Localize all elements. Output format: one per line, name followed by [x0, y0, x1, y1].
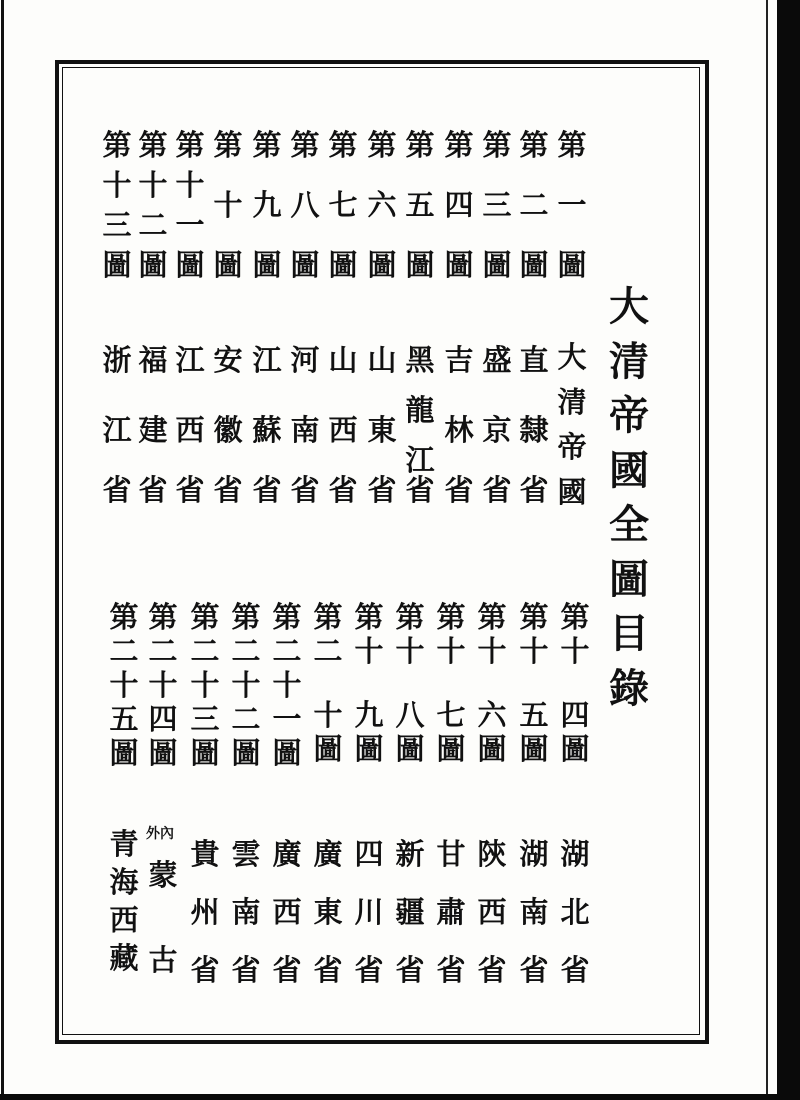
char: 甘 — [436, 837, 466, 871]
char: 省 — [519, 953, 549, 987]
char: 二 — [109, 634, 139, 668]
title-char: 國 — [609, 446, 649, 494]
char: 五 — [109, 702, 139, 736]
char — [250, 165, 284, 185]
char: 十 — [436, 634, 466, 668]
entry-label — [558, 825, 592, 999]
char: 二 — [519, 188, 549, 222]
char: 西 — [272, 895, 302, 929]
char: 四 — [560, 698, 590, 732]
char: 州 — [190, 895, 220, 929]
char: 十 — [272, 668, 302, 702]
title-char: 帝 — [609, 392, 649, 439]
char: 三 — [102, 208, 132, 242]
char: 第 — [367, 128, 397, 162]
char: 十 — [190, 668, 220, 702]
char: 省 — [560, 953, 590, 987]
char: 青 — [109, 827, 139, 861]
char: 廣 — [272, 837, 302, 871]
char: 省 — [436, 953, 466, 987]
char: 九 — [354, 698, 384, 732]
entry-label — [442, 335, 476, 455]
title-char: 目 — [609, 610, 649, 657]
entry-number — [517, 600, 551, 766]
char: 第 — [477, 600, 507, 634]
char — [555, 165, 589, 185]
char: 圖 — [436, 732, 466, 766]
entry-annotation: 外內 — [146, 826, 174, 842]
page-left-edge — [1, 0, 4, 1100]
char: 七 — [328, 188, 358, 222]
char: 海 — [109, 865, 139, 899]
char: 省 — [477, 953, 507, 987]
char: 大 — [557, 340, 587, 374]
title-char: 大 — [609, 283, 649, 330]
char: 山 — [328, 343, 358, 377]
char: 第 — [148, 600, 178, 634]
char: 省 — [405, 473, 435, 507]
entry-label — [365, 335, 399, 455]
entry-number — [517, 125, 551, 285]
char: 二 — [272, 634, 302, 668]
entry-suffix — [211, 470, 245, 510]
char: 省 — [482, 473, 512, 507]
char: 省 — [313, 953, 343, 987]
char: 圖 — [395, 732, 425, 766]
char: 東 — [367, 413, 397, 447]
char: 一 — [272, 702, 302, 736]
char: 第 — [231, 600, 261, 634]
char: 第 — [102, 128, 132, 162]
char: 省 — [290, 473, 320, 507]
char: 西 — [109, 903, 139, 937]
entry-number — [475, 600, 509, 766]
char: 江 — [252, 343, 282, 377]
entry-label — [326, 335, 360, 455]
char: 省 — [190, 953, 220, 987]
char: 南 — [519, 895, 549, 929]
char: 圖 — [560, 732, 590, 766]
entry-label — [146, 855, 180, 980]
entry-number — [100, 125, 134, 285]
char: 貴 — [190, 837, 220, 871]
char: 盛 — [482, 343, 512, 377]
char: 省 — [213, 473, 243, 507]
entry-label — [173, 335, 207, 455]
entry-label — [475, 825, 509, 999]
char: 第 — [395, 600, 425, 634]
char: 第 — [252, 128, 282, 162]
char: 第 — [175, 128, 205, 162]
char — [480, 165, 514, 185]
entry-label — [403, 335, 437, 485]
entry-number — [146, 600, 180, 770]
title-char: 全 — [609, 501, 649, 548]
char: 第 — [313, 600, 343, 634]
char: 三 — [190, 702, 220, 736]
char: 第 — [405, 128, 435, 162]
entry-label — [229, 825, 263, 999]
char: 十 — [109, 668, 139, 702]
char: 廣 — [313, 837, 343, 871]
char: 北 — [560, 895, 590, 929]
entry-number — [442, 125, 476, 285]
char: 圖 — [519, 732, 549, 766]
char: 江 — [405, 443, 435, 477]
entry-number — [403, 125, 437, 285]
char — [442, 165, 476, 185]
entry-number — [558, 600, 592, 766]
char: 南 — [290, 413, 320, 447]
char: 省 — [138, 473, 168, 507]
char: 二 — [148, 634, 178, 668]
char: 圖 — [138, 248, 168, 282]
char: 第 — [190, 600, 220, 634]
char: 三 — [482, 188, 512, 222]
char: 浙 — [102, 343, 132, 377]
entry-label — [211, 335, 245, 455]
entry-number — [188, 600, 222, 770]
entry-label — [100, 335, 134, 455]
char: 二 — [190, 634, 220, 668]
char: 省 — [519, 473, 549, 507]
char — [146, 895, 180, 940]
char: 安 — [213, 343, 243, 377]
char: 古 — [148, 943, 178, 977]
char: 省 — [354, 953, 384, 987]
char: 十 — [175, 168, 205, 202]
char: 吉 — [444, 343, 474, 377]
char: 圖 — [109, 736, 139, 770]
entry-number — [173, 125, 207, 285]
char: 圖 — [313, 732, 343, 766]
char: 雲 — [231, 837, 261, 871]
char: 湖 — [519, 837, 549, 871]
char: 圖 — [231, 736, 261, 770]
char: 圖 — [519, 248, 549, 282]
char: 十 — [519, 634, 549, 668]
entry-number — [250, 125, 284, 285]
page-gutter-line — [766, 0, 768, 1100]
entry-number — [352, 600, 386, 766]
char: 十 — [102, 168, 132, 202]
char: 第 — [560, 600, 590, 634]
char: 藏 — [109, 941, 139, 975]
char: 七 — [436, 698, 466, 732]
char: 西 — [477, 895, 507, 929]
char: 十 — [477, 634, 507, 668]
char — [365, 165, 399, 185]
char: 四 — [354, 837, 384, 871]
char: 十 — [231, 668, 261, 702]
char: 圖 — [328, 248, 358, 282]
entry-number — [229, 600, 263, 770]
char: 十 — [138, 168, 168, 202]
char: 第 — [444, 128, 474, 162]
char: 蒙 — [148, 858, 178, 892]
char: 第 — [557, 128, 587, 162]
char: 八 — [395, 698, 425, 732]
char: 第 — [482, 128, 512, 162]
entry-number — [480, 125, 514, 285]
entry-label — [107, 825, 141, 977]
entry-label — [555, 335, 589, 515]
char: 南 — [231, 895, 261, 929]
entry-number — [393, 600, 427, 766]
char: 五 — [405, 188, 435, 222]
char: 省 — [367, 473, 397, 507]
char: 西 — [175, 413, 205, 447]
char: 西 — [328, 413, 358, 447]
entry-suffix — [442, 470, 476, 510]
char: 圖 — [444, 248, 474, 282]
entry-suffix — [288, 470, 322, 510]
char: 陝 — [477, 837, 507, 871]
char: 一 — [557, 188, 587, 222]
page-right-edge — [777, 0, 800, 1100]
char: 國 — [557, 475, 587, 509]
char: 東 — [313, 895, 343, 929]
char: 二 — [313, 634, 343, 668]
entry-label — [136, 335, 170, 455]
char: 二 — [231, 634, 261, 668]
char: 六 — [477, 698, 507, 732]
char: 江 — [175, 343, 205, 377]
char: 第 — [109, 600, 139, 634]
char: 湖 — [560, 837, 590, 871]
char: 圖 — [252, 248, 282, 282]
char: 徽 — [213, 413, 243, 447]
entry-suffix — [365, 470, 399, 510]
entry-suffix — [326, 470, 360, 510]
entry-label — [311, 825, 345, 999]
char: 十 — [560, 634, 590, 668]
char: 龍 — [405, 393, 435, 427]
char: 圖 — [557, 248, 587, 282]
char: 河 — [290, 343, 320, 377]
page-bottom-edge — [0, 1094, 800, 1100]
char: 圖 — [272, 736, 302, 770]
char: 圖 — [482, 248, 512, 282]
entry-suffix — [517, 470, 551, 510]
entry-number — [270, 600, 304, 770]
char: 省 — [102, 473, 132, 507]
char: 省 — [444, 473, 474, 507]
char: 川 — [354, 895, 384, 929]
entry-number — [326, 125, 360, 285]
char: 十 — [213, 188, 243, 222]
char: 圖 — [175, 248, 205, 282]
entry-label — [393, 825, 427, 999]
entry-suffix — [100, 470, 134, 510]
char: 隸 — [519, 413, 549, 447]
char: 四 — [444, 188, 474, 222]
entry-suffix — [403, 470, 437, 510]
char: 福 — [138, 343, 168, 377]
entry-number — [555, 125, 589, 285]
title-char: 錄 — [609, 664, 649, 712]
char: 第 — [328, 128, 358, 162]
char: 山 — [367, 343, 397, 377]
char: 圖 — [477, 732, 507, 766]
char: 十 — [395, 634, 425, 668]
entry-suffix — [250, 470, 284, 510]
char: 第 — [290, 128, 320, 162]
entry-label — [250, 335, 284, 455]
char: 京 — [482, 413, 512, 447]
entry-label — [352, 825, 386, 999]
char: 圖 — [354, 732, 384, 766]
title-char: 清 — [609, 337, 649, 385]
char: 肅 — [436, 895, 466, 929]
char: 省 — [231, 953, 261, 987]
entry-label — [480, 335, 514, 455]
char: 直 — [519, 343, 549, 377]
char: 新 — [395, 837, 425, 871]
title-char: 圖 — [609, 555, 649, 603]
char — [517, 165, 551, 185]
char: 圖 — [367, 248, 397, 282]
entry-label — [188, 825, 222, 999]
page-title — [606, 280, 652, 716]
char: 省 — [395, 953, 425, 987]
char: 圖 — [213, 248, 243, 282]
entry-suffix — [173, 470, 207, 510]
entry-suffix — [480, 470, 514, 510]
char — [288, 165, 322, 185]
entry-number — [365, 125, 399, 285]
char: 一 — [175, 208, 205, 242]
char: 圖 — [102, 248, 132, 282]
char: 十 — [148, 668, 178, 702]
char: 圖 — [405, 248, 435, 282]
char: 第 — [354, 600, 384, 634]
entry-number — [434, 600, 468, 766]
char — [211, 165, 245, 185]
char: 帝 — [557, 430, 587, 464]
char: 蘇 — [252, 413, 282, 447]
char: 省 — [328, 473, 358, 507]
entry-number — [311, 600, 345, 766]
entry-label — [517, 335, 551, 455]
char: 疆 — [395, 895, 425, 929]
entry-number — [107, 600, 141, 770]
char: 第 — [519, 600, 549, 634]
char: 省 — [175, 473, 205, 507]
char: 圖 — [148, 736, 178, 770]
char: 五 — [519, 698, 549, 732]
char — [403, 165, 437, 185]
char: 二 — [231, 702, 261, 736]
entry-label — [270, 825, 304, 999]
char: 江 — [102, 413, 132, 447]
entry-number — [211, 125, 245, 285]
entry-suffix — [136, 470, 170, 510]
entry-number — [288, 125, 322, 285]
char: 林 — [444, 413, 474, 447]
char: 八 — [290, 188, 320, 222]
char: 第 — [138, 128, 168, 162]
char: 第 — [519, 128, 549, 162]
char: 清 — [557, 385, 587, 419]
entry-label — [288, 335, 322, 455]
char: 十 — [313, 698, 343, 732]
char: 四 — [148, 702, 178, 736]
char: 圖 — [190, 736, 220, 770]
char: 省 — [272, 953, 302, 987]
char: 黑 — [405, 343, 435, 377]
char: 第 — [272, 600, 302, 634]
entry-number — [136, 125, 170, 285]
char: 省 — [252, 473, 282, 507]
char: 十 — [354, 634, 384, 668]
char — [326, 165, 360, 185]
char: 六 — [367, 188, 397, 222]
char: 第 — [213, 128, 243, 162]
entry-label — [517, 825, 551, 999]
char: 建 — [138, 413, 168, 447]
entry-label — [434, 825, 468, 999]
char: 二 — [138, 208, 168, 242]
char: 九 — [252, 188, 282, 222]
char: 圖 — [290, 248, 320, 282]
char: 第 — [436, 600, 466, 634]
